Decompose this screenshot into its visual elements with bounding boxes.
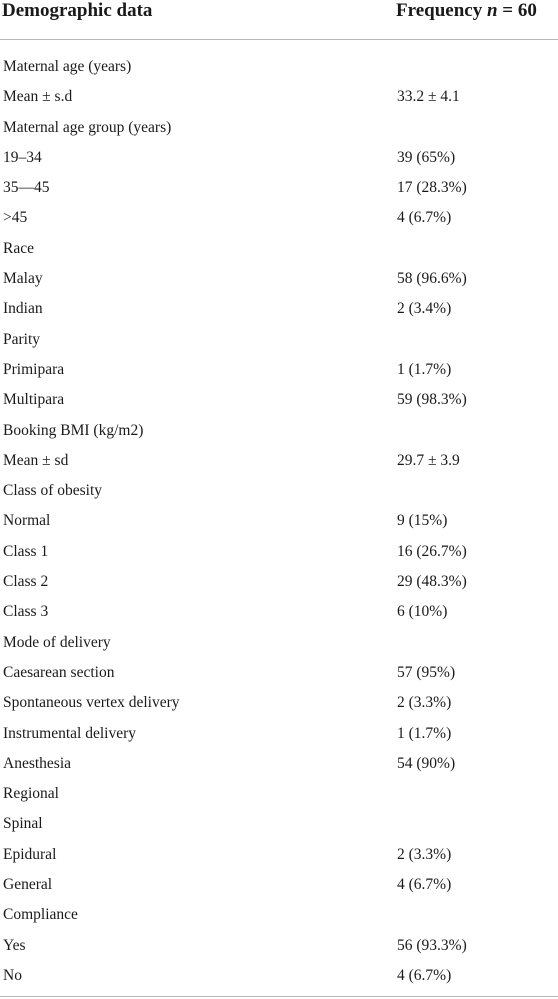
row-value: 2 (3.3%) (397, 694, 452, 712)
row-value: 1 (1.7%) (397, 724, 452, 742)
table-row (0, 476, 558, 506)
table-row (0, 779, 558, 809)
table-row (0, 537, 558, 567)
table-row (0, 294, 558, 324)
row-label: General (3, 876, 53, 894)
row-label: Spinal (3, 815, 43, 833)
row-value: 59 (98.3%) (397, 391, 467, 409)
row-label: Mode of delivery (3, 633, 111, 651)
table-row (0, 840, 558, 870)
header-frequency (396, 0, 537, 22)
table-row (0, 749, 558, 779)
table-row (0, 870, 558, 900)
row-label: Class of obesity (3, 482, 103, 500)
row-label: Maternal age group (years) (3, 118, 172, 136)
row-value: 1 (1.7%) (397, 360, 452, 378)
row-label: Class 2 (3, 573, 49, 591)
row-value: 56 (93.3%) (397, 936, 467, 954)
row-label: Yes (3, 936, 26, 954)
row-label: Mean ± s.d (3, 88, 73, 106)
row-label: Regional (3, 785, 59, 803)
table-row (0, 446, 558, 476)
row-label: Spontaneous vertex delivery (3, 694, 180, 712)
row-label: Malay (3, 270, 43, 288)
table-row (0, 597, 558, 627)
table-row (0, 506, 558, 536)
row-value: 29.7 ± 3.9 (397, 451, 460, 469)
row-label: Instrumental delivery (3, 724, 136, 742)
table-row (0, 82, 558, 112)
table-row (0, 628, 558, 658)
table-row (0, 52, 558, 82)
row-value: 33.2 ± 4.1 (397, 88, 460, 106)
row-label: Compliance (3, 906, 78, 924)
row-value: 2 (3.4%) (397, 300, 452, 318)
row-label: Multipara (3, 391, 65, 409)
row-value: 39 (65%) (397, 148, 456, 166)
table-row (0, 416, 558, 446)
row-value: 54 (90%) (397, 754, 456, 772)
table-row (0, 173, 558, 203)
row-label: Race (3, 239, 34, 257)
row-label: Anesthesia (3, 754, 72, 772)
table-row (0, 931, 558, 961)
table-header (0, 0, 558, 40)
row-label: 35—45 (3, 179, 50, 197)
row-label: Booking BMI (kg/m2) (3, 421, 144, 439)
table-row (0, 567, 558, 597)
table-row (0, 113, 558, 143)
table-row (0, 961, 558, 991)
table-row (0, 658, 558, 688)
row-value: 6 (10%) (397, 603, 448, 621)
table-row (0, 355, 558, 385)
row-label: Parity (3, 330, 41, 348)
bottom-rule (0, 996, 558, 997)
row-label: Maternal age (years) (3, 58, 132, 75)
row-value: 29 (48.3%) (397, 573, 467, 591)
row-label: Class 3 (3, 603, 49, 621)
table-row (0, 900, 558, 930)
row-label: No (3, 966, 22, 984)
table-row (0, 385, 558, 415)
row-label: Normal (3, 512, 51, 530)
row-value: 57 (95%) (397, 663, 456, 681)
row-value: 2 (3.3%) (397, 845, 452, 863)
table-row (0, 234, 558, 264)
header-demographic-data: Demographic data (2, 0, 153, 21)
table-row (0, 688, 558, 718)
table-row (0, 719, 558, 749)
row-value: 17 (28.3%) (397, 179, 467, 197)
table-row (0, 809, 558, 839)
row-label: Indian (3, 300, 43, 318)
row-label: >45 (3, 209, 28, 227)
row-label: 19–34 (3, 148, 42, 166)
row-label: Epidural (3, 845, 57, 863)
row-value: 16 (26.7%) (397, 542, 467, 560)
table-body (0, 40, 558, 991)
table-row (0, 143, 558, 173)
row-label: Primipara (3, 360, 65, 378)
table-row (0, 264, 558, 294)
table-row (0, 325, 558, 355)
header-frequency-n: n (486, 0, 498, 21)
row-label: Mean ± sd (3, 451, 69, 469)
row-value: 4 (6.7%) (397, 876, 452, 894)
row-label: Class 1 (3, 542, 49, 560)
row-value: 4 (6.7%) (397, 209, 452, 227)
row-value: 4 (6.7%) (397, 966, 452, 984)
table-row (0, 203, 558, 233)
row-label: Caesarean section (3, 663, 115, 681)
row-value: 58 (96.6%) (397, 270, 467, 288)
header-frequency-prefix: Frequency (396, 0, 487, 21)
header-frequency-suffix: = 60 (497, 0, 537, 21)
row-value: 9 (15%) (397, 512, 448, 530)
